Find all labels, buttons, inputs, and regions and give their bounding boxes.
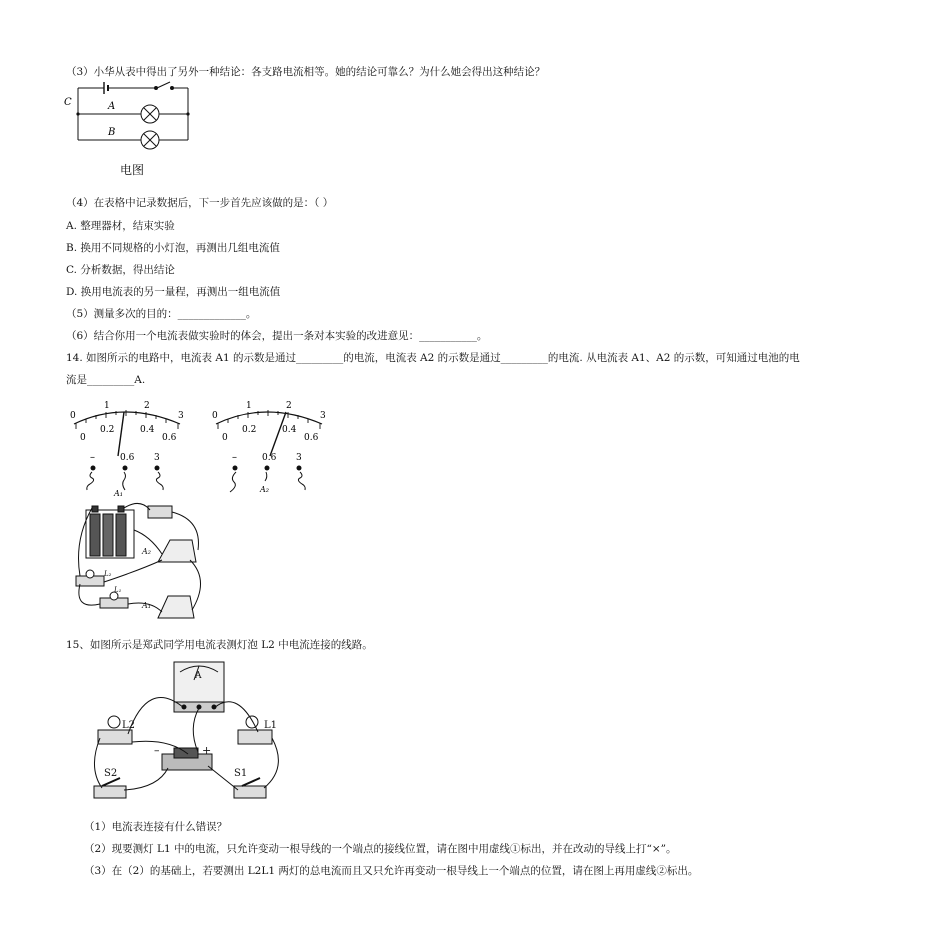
- q15-line1: 15、如图所示是郑武同学用电流表测灯泡 L2 中电流连接的线路。: [66, 639, 373, 651]
- a1-bottom-2: 0.4: [140, 425, 155, 435]
- node-label-a: A: [108, 101, 116, 112]
- q15-minus-label: –: [154, 744, 160, 757]
- a2-bottom-2: 0.4: [282, 425, 297, 435]
- q15-ammeter-label: A: [195, 671, 202, 681]
- a2-term-neg: –: [232, 452, 237, 463]
- a2-top-2: 2: [286, 401, 292, 411]
- ammeter-dial-a2: [204, 398, 344, 498]
- a1-bottom-0: 0: [80, 433, 86, 443]
- a2-name: A₂: [260, 485, 269, 494]
- a1-term-06: 0.6: [120, 453, 135, 463]
- q15-plus-label: +: [202, 744, 212, 757]
- a1-bottom-3: 0.6: [162, 433, 177, 443]
- q15-l2-label: L2: [122, 720, 136, 731]
- node-label-c: C: [64, 97, 72, 108]
- a2-bottom-1: 0.2: [242, 425, 257, 435]
- a2-bottom-0: 0: [222, 433, 228, 443]
- q14-line2: 流是_________A.: [66, 374, 146, 386]
- a1-term-neg: –: [90, 452, 95, 463]
- photo-a1-label: A₁: [142, 601, 151, 610]
- a1-top-3: 3: [178, 411, 184, 421]
- a1-top-1: 1: [104, 401, 110, 411]
- q14-circuit-photo: [70, 500, 210, 625]
- q15-s1-label: S1: [234, 768, 248, 779]
- q15-l1-label: L1: [264, 720, 278, 731]
- a1-top-0: 0: [70, 411, 76, 421]
- node-label-b: B: [108, 127, 116, 138]
- q13-part6: （6）结合你用一个电流表做实验时的体会，提出一条对本实验的改进意见：___________。: [66, 330, 488, 342]
- option-c: C. 分析数据，得出结论: [66, 264, 175, 276]
- a1-name: A₁: [114, 489, 123, 498]
- photo-a2-label: A₂: [142, 547, 151, 556]
- option-a: A. 整理器材，结束实验: [66, 220, 175, 232]
- circuit-caption: 电图: [120, 163, 145, 177]
- a2-bottom-3: 0.6: [304, 433, 319, 443]
- q13-part5: （5）测量多次的目的：_____________。: [66, 308, 257, 320]
- a1-bottom-1: 0.2: [100, 425, 115, 435]
- a1-term-3: 3: [154, 453, 160, 463]
- a2-term-3: 3: [296, 453, 302, 463]
- q13-part3: （3）小华从表中得出了另外一种结论：各支路电流相等。她的结论可靠么？为什么她会得出这种结论？: [66, 66, 546, 78]
- a2-top-0: 0: [212, 411, 218, 421]
- q13-part4: （4）在表格中记录数据后，下一步首先应该做的是：（ ）: [66, 197, 334, 209]
- q14-line1: 14. 如图所示的电路中，电流表 A1 的示数是通过_________的电流，电流表 A2 的示数是通过_________的电流. 从电流表 A1、A2 的示数，可知通过电池的电: [66, 352, 800, 364]
- option-b: B. 换用不同规格的小灯泡，再测出几组电流值: [66, 242, 280, 254]
- option-d: D. 换用电流表的另一量程，再测出一组电流值: [66, 286, 281, 298]
- photo-l2-label: L₂: [104, 570, 112, 578]
- a2-top-3: 3: [320, 411, 326, 421]
- a2-top-1: 1: [246, 401, 252, 411]
- photo-l1-label: L₁: [114, 586, 122, 594]
- a1-top-2: 2: [144, 401, 150, 411]
- ammeter-dial-a1: [62, 398, 202, 498]
- q15-circuit-photo: [88, 658, 288, 808]
- a2-term-06: 0.6: [262, 453, 277, 463]
- q15-part1: （1）电流表连接有什么错误？: [84, 821, 228, 833]
- q15-part3: （3）在（2）的基础上，若要测出 L2L1 两灯的总电流而且又只允许再变动一根导线上一个端点的位置，请在图上再用虚线②标出。: [84, 865, 699, 877]
- q15-part2: （2）现要测灯 L1 中的电流，只允许变动一根导线的一个端点的接线位置，请在图中用虚线①标出，并在改动的导线上打“×”。: [84, 843, 677, 855]
- q15-s2-label: S2: [104, 768, 118, 779]
